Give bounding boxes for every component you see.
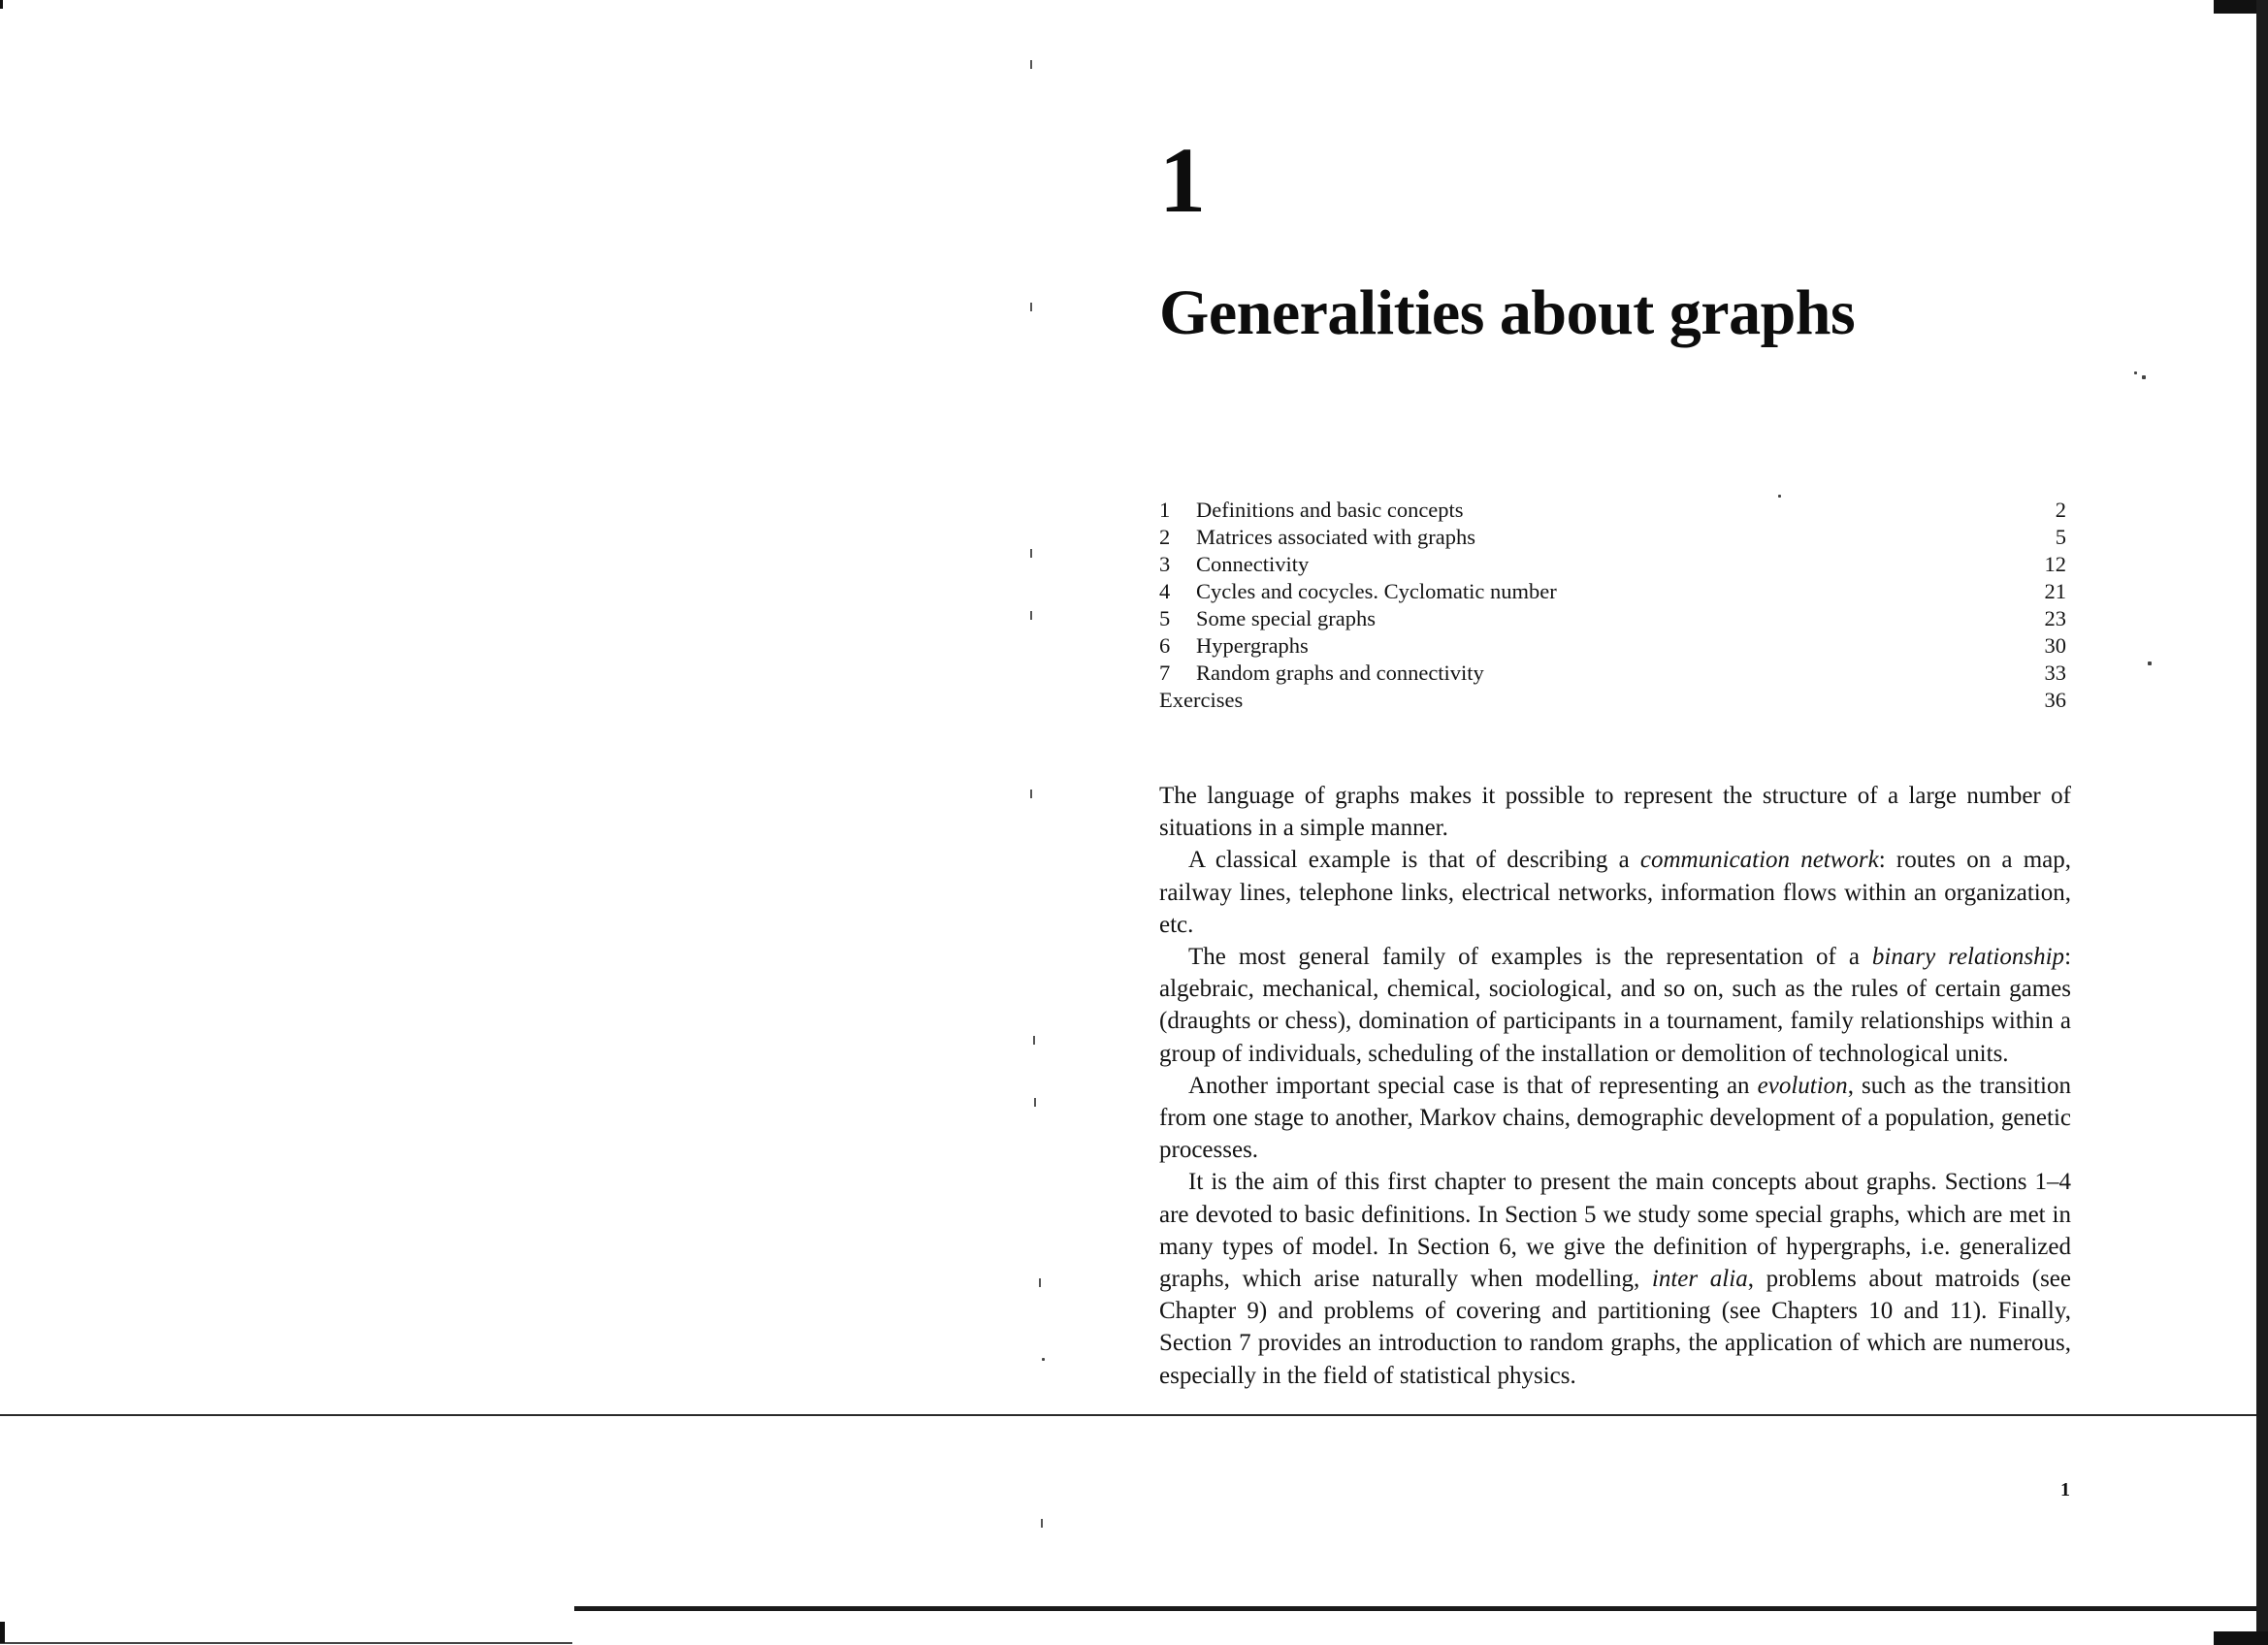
toc-section-title: Some special graphs	[1196, 606, 1376, 630]
toc-section-title: Exercises	[1159, 688, 1244, 712]
scan-speck	[2134, 371, 2137, 374]
paragraph	[1159, 844, 2071, 941]
toc-section-number: 7	[1159, 661, 1171, 685]
paragraph	[1159, 780, 2071, 844]
paragraph-text: : routes on a map, railway lines, telephone links, electrical networks, information flows within an organization, etc.	[1159, 847, 2071, 938]
paragraph	[1159, 1070, 2071, 1167]
toc-section-number: 5	[1159, 606, 1171, 630]
paragraph-text: It is the aim of this first chapter to present the main concepts about graphs. Sections 1–4 are devoted to basic definitions. In Section 5 we study some special graphs, which are met in many types of model. In Section 6, we give the definition of hypergraphs, i.e. generalized graphs, which arise naturally when modelling,	[1159, 1169, 2071, 1293]
chapter-title: Generalities about graphs	[1159, 277, 1856, 348]
paragraph-text: : algebraic, mechanical, chemical, sociological, and so on, such as the rules of certain games (draughts or chess), domination of participants in a tournament, family relationships within a group of individuals, scheduling of the installation or demolition of technological units.	[1159, 944, 2072, 1067]
toc-section-title: Random graphs and connectivity	[1196, 661, 1484, 685]
toc-page-number: 23	[2044, 606, 2066, 630]
scan-edge-bottom-right	[2214, 1631, 2268, 1645]
toc-entry	[1159, 660, 2066, 687]
toc-section-number: 1	[1159, 498, 1171, 522]
toc-entry	[1159, 524, 2066, 551]
toc-section-number: 6	[1159, 633, 1171, 658]
gutter-mark	[1039, 1278, 1041, 1287]
italic-term: binary relationship	[1871, 944, 2065, 971]
paragraph-text: Another important special case is that of representing an	[1188, 1072, 1758, 1099]
chapter-introduction	[1159, 780, 2071, 1392]
toc-entry	[1159, 551, 2066, 578]
paragraph-text: A classical example is that of describing a	[1188, 847, 1640, 874]
scan-crease-line	[0, 1414, 2256, 1416]
gutter-mark	[1030, 303, 1032, 311]
gutter-mark	[1030, 60, 1032, 69]
toc-entry	[1159, 497, 2066, 524]
paragraph-text: , problems about matroids (see Chapter 9) and problems of covering and partitioning (see Chapters 10 and 11). Finally, Section 7 provides an introduction to random graphs, the application of which are numerous, especially in the field of statistical physics.	[1159, 1266, 2071, 1389]
toc-section-number: 2	[1159, 525, 1171, 549]
toc-entry	[1159, 578, 2066, 605]
gutter-mark	[1030, 790, 1032, 798]
italic-term: evolution	[1757, 1072, 1848, 1099]
toc-entry	[1159, 605, 2066, 632]
gutter-mark	[1034, 1098, 1036, 1107]
scan-speck	[2148, 661, 2152, 665]
gutter-mark	[1030, 549, 1032, 558]
paragraph	[1159, 1166, 2071, 1391]
scan-edge-right	[2256, 0, 2268, 1645]
toc-section-title: Definitions and basic concepts	[1196, 498, 1464, 522]
scan-corner-left	[0, 1622, 5, 1643]
chapter-number: 1	[1159, 128, 1206, 232]
gutter-mark	[1030, 611, 1032, 620]
toc-section-title: Connectivity	[1196, 552, 1310, 576]
scan-speck	[2142, 375, 2146, 379]
scan-bottom-line	[574, 1606, 2256, 1611]
toc-page-number: 30	[2044, 633, 2066, 658]
italic-term: communication network	[1639, 847, 1879, 874]
scan-bottom-faint-line	[0, 1642, 572, 1644]
paragraph	[1159, 941, 2071, 1070]
gutter-mark	[1033, 1036, 1035, 1045]
toc-page-number: 5	[2055, 525, 2066, 549]
paragraph-text: The most general family of examples is the representation of a	[1188, 944, 1872, 971]
toc-page-number: 36	[2044, 688, 2066, 712]
paragraph-text: The language of graphs makes it possible to represent the structure of a large number of situations in a simple manner.	[1159, 783, 2071, 842]
toc-section-number: 3	[1159, 552, 1171, 576]
italic-term: inter alia	[1651, 1266, 1748, 1293]
toc-section-title: Hypergraphs	[1196, 633, 1309, 658]
toc-page-number: 2	[2055, 498, 2066, 522]
gutter-mark	[1041, 1519, 1043, 1528]
scan-corner-top-left	[0, 0, 3, 9]
toc-section-title: Cycles and cocycles. Cyclomatic number	[1196, 579, 1557, 603]
paragraph-text: , such as the transition from one stage to another, Markov chains, demographic development of a population, genetic processes.	[1159, 1072, 2071, 1164]
toc-page-number: 33	[2044, 661, 2066, 685]
toc-entry	[1159, 632, 2066, 660]
scan-speck	[1042, 1358, 1045, 1361]
toc-page-number: 21	[2044, 579, 2066, 603]
toc-section-number: 4	[1159, 579, 1171, 603]
chapter-contents	[1159, 497, 2066, 714]
page-number: 1	[2060, 1479, 2070, 1500]
toc-section-title: Matrices associated with graphs	[1196, 525, 1476, 549]
toc-page-number: 12	[2044, 552, 2066, 576]
toc-entry-exercises	[1159, 687, 2066, 714]
